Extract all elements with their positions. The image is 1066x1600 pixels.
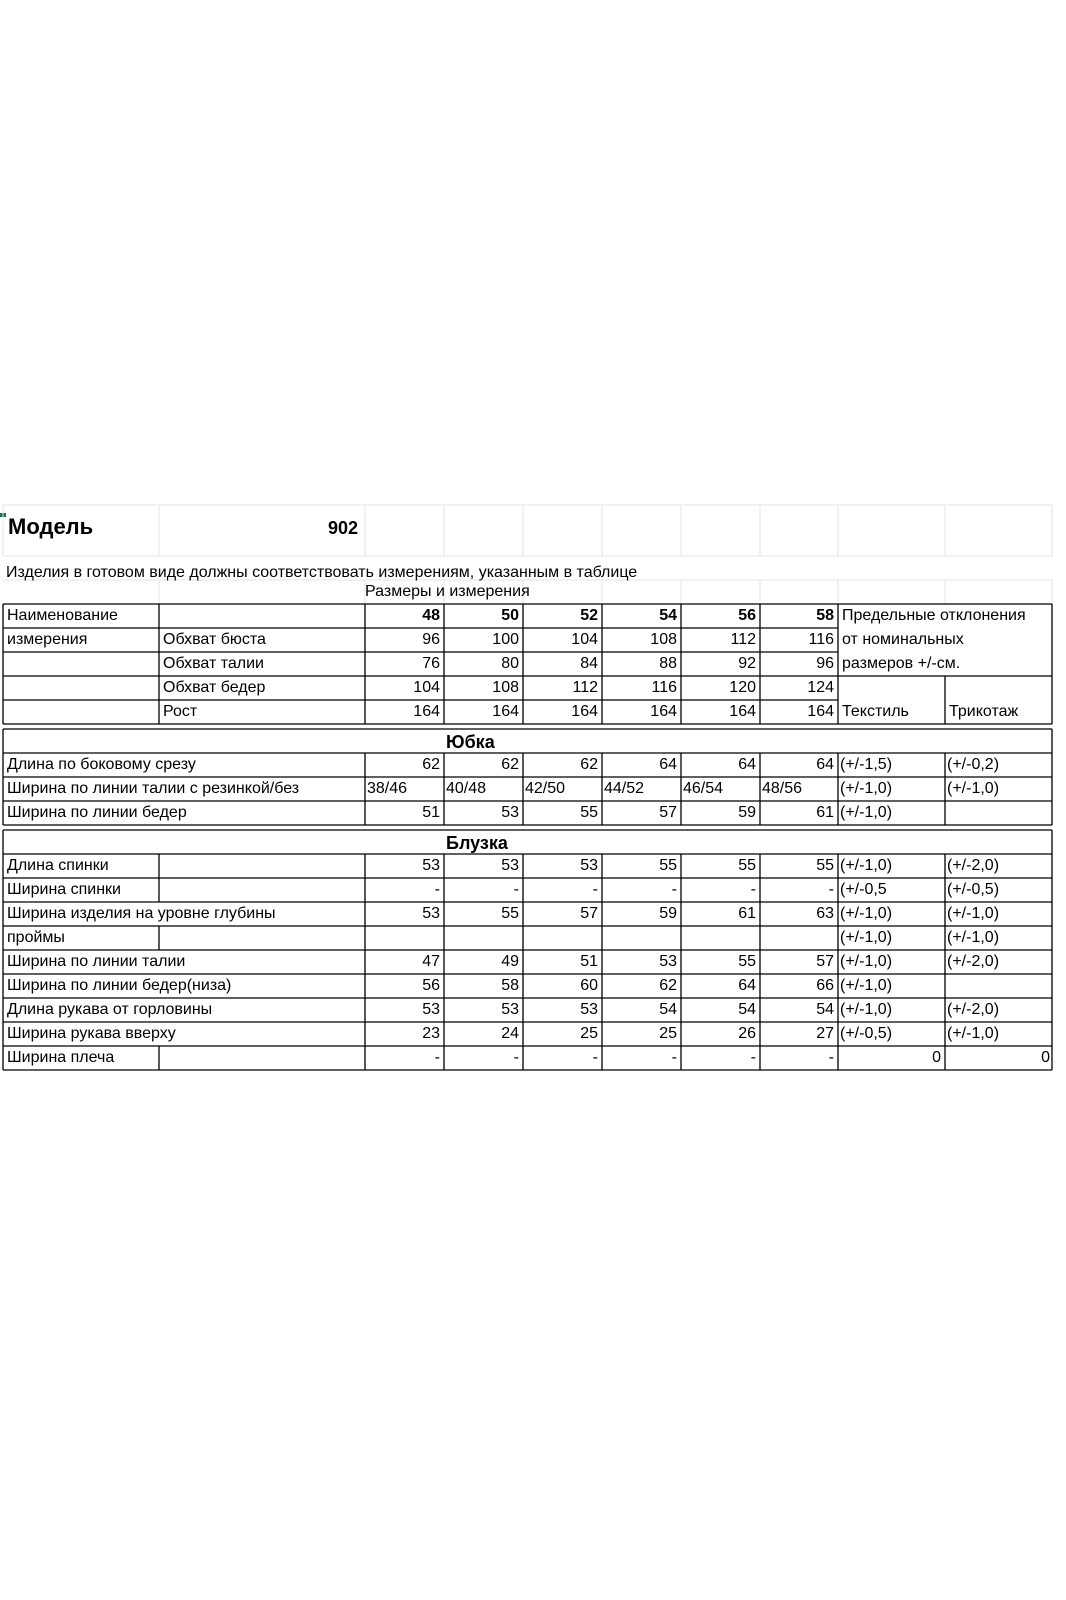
skirt-row-label: Длина по боковому срезу [7,756,196,773]
blouse-row-value: 56 [422,977,440,994]
body-measure-value: 104 [413,679,440,696]
blouse-row-knit: (+/-2,0) [947,953,1000,970]
blouse-row-value: - [513,881,519,898]
blouse-row-label: Длина спинки [7,857,109,874]
blouse-row-knit: (+/-2,0) [947,1001,1000,1018]
blouse-row-knit: (+/-2,0) [947,857,1000,874]
skirt-row-value: 61 [816,804,834,821]
blouse-row-value: 23 [422,1025,440,1042]
blouse-row-value: 61 [738,905,756,922]
body-measure-value: 88 [659,655,677,672]
body-measure-value: 108 [650,631,677,648]
blouse-row-knit: (+/-0,5) [947,881,1000,898]
blouse-row-value: 53 [580,857,598,874]
blouse-row-label: Ширина рукава вверху [7,1025,176,1042]
blouse-row-label: Ширина плеча [7,1049,115,1066]
blouse-row-textile: 0 [932,1049,941,1066]
body-measure-value: 164 [571,703,598,720]
skirt-row-value: 42/50 [525,780,566,797]
tolerance-header-2: от номинальных [842,631,964,648]
skirt-row-value: 48/56 [762,780,803,797]
body-measure-value: 96 [422,631,440,648]
body-measure-value: 76 [422,655,440,672]
size-header-54: 54 [659,607,677,624]
blouse-row-value: 55 [738,953,756,970]
blouse-row-value: 59 [659,905,677,922]
skirt-row-value: 55 [580,804,598,821]
size-header-50: 50 [501,607,519,624]
blouse-row-value: - [750,1049,756,1066]
blouse-row-value: 53 [422,857,440,874]
body-measure-value: 92 [738,655,756,672]
blouse-row-value: 57 [580,905,598,922]
header-name-label-2: измерения [7,631,88,648]
tolerance-header: Предельные отклонения [842,607,1026,624]
skirt-row-knit: (+/-0,2) [947,756,1000,773]
blouse-row-value: 47 [422,953,440,970]
blouse-row-value: 54 [816,1001,834,1018]
body-measure-value: 124 [807,679,834,696]
blouse-row-value: 53 [422,1001,440,1018]
blouse-row-value: 53 [501,857,519,874]
blouse-row-label: Ширина по линии талии [7,953,186,970]
blouse-row-value: - [671,881,677,898]
body-measure-value: 108 [492,679,519,696]
skirt-row-value: 59 [738,804,756,821]
blouse-row-value: - [513,1049,519,1066]
body-measure-value: 80 [501,655,519,672]
skirt-row-value: 40/48 [446,780,487,797]
blouse-row-value: 57 [816,953,834,970]
body-measure-value: 112 [730,631,756,648]
skirt-row-textile: (+/-1,5) [840,756,893,773]
body-measure-value: 100 [492,631,519,648]
skirt-row-value: 51 [422,804,440,821]
blouse-row-value: - [828,1049,834,1066]
size-header-56: 56 [738,607,756,624]
body-measure-label: Рост [163,703,198,720]
blouse-row-value: 55 [816,857,834,874]
skirt-row-label: Ширина по линии бедер [7,804,187,821]
blouse-row-knit: 0 [1041,1049,1050,1066]
skirt-row-knit: (+/-1,0) [947,780,1000,797]
textile-header: Текстиль [842,703,909,720]
blouse-row-label: Ширина изделия на уровне глубины [7,905,276,922]
blouse-row-value: 54 [659,1001,677,1018]
blouse-row-textile: (+/-1,0) [840,953,893,970]
blouse-row-textile: (+/-1,0) [840,929,893,946]
skirt-row-value: 64 [659,756,677,773]
skirt-title: Юбка [446,732,495,752]
body-measure-value: 96 [816,655,834,672]
body-measure-label: Обхват бедер [163,679,266,696]
blouse-row-knit: (+/-1,0) [947,1025,1000,1042]
body-measure-value: 164 [413,703,440,720]
skirt-row-value: 38/46 [367,780,408,797]
header-name-label: Наименование [7,607,118,624]
blouse-title: Блузка [446,833,508,853]
skirt-row-textile: (+/-1,0) [840,804,893,821]
blouse-row-value: 55 [738,857,756,874]
blouse-row-value: 58 [501,977,519,994]
blouse-row-value: 25 [580,1025,598,1042]
blouse-row-textile: (+/-1,0) [840,977,893,994]
blouse-row-value: 63 [816,905,834,922]
size-header-48: 48 [422,607,440,624]
body-measure-value: 120 [729,679,756,696]
blouse-row-knit: (+/-1,0) [947,905,1000,922]
skirt-row-value: 64 [738,756,756,773]
skirt-row-textile: (+/-1,0) [840,780,893,797]
skirt-row-value: 46/54 [683,780,724,797]
blouse-row-label: Ширина по линии бедер(низа) [7,977,232,994]
blouse-row-value: 53 [580,1001,598,1018]
body-measure-value: 164 [492,703,519,720]
blouse-row-textile: (+/-0,5) [840,1025,893,1042]
body-measure-value: 164 [650,703,677,720]
blouse-row-value: 66 [816,977,834,994]
skirt-row-value: 64 [816,756,834,773]
blouse-row-label: проймы [7,929,65,946]
blouse-row-knit: (+/-1,0) [947,929,1000,946]
blouse-row-textile: (+/-1,0) [840,905,893,922]
blouse-row-value: 25 [659,1025,677,1042]
blouse-row-label: Ширина спинки [7,881,121,898]
blouse-row-value: - [750,881,756,898]
blouse-row-value: - [671,1049,677,1066]
blouse-row-value: 60 [580,977,598,994]
blouse-row-value: 53 [422,905,440,922]
body-measure-value: 104 [571,631,598,648]
blouse-row-textile: (+/-0,5 [840,881,887,898]
skirt-row-label: Ширина по линии талии с резинкой/без [7,780,300,797]
blouse-row-value: - [592,1049,598,1066]
skirt-row-value: 44/52 [604,780,645,797]
blouse-row-value: 51 [580,953,598,970]
body-measure-label: Обхват талии [163,655,264,672]
blouse-row-value: - [828,881,834,898]
body-measure-value: 112 [572,679,598,696]
blouse-row-textile: (+/-1,0) [840,1001,893,1018]
skirt-row-value: 62 [580,756,598,773]
blouse-row-value: 62 [659,977,677,994]
skirt-row-value: 53 [501,804,519,821]
body-measure-value: 116 [808,631,834,648]
sizes-caption: Размеры и измерения [365,583,530,600]
body-measure-value: 116 [651,679,677,696]
skirt-row-value: 62 [501,756,519,773]
blouse-row-value: 53 [659,953,677,970]
blouse-row-value: - [592,881,598,898]
blouse-row-value: 49 [501,953,519,970]
model-number: 902 [327,518,358,538]
blouse-row-value: 26 [738,1025,756,1042]
size-header-52: 52 [580,607,598,624]
body-measure-label: Обхват бюста [163,631,266,648]
blouse-row-value: 24 [501,1025,519,1042]
body-measure-value: 164 [807,703,834,720]
size-header-58: 58 [816,607,834,624]
table-note: Изделия в готовом виде должны соответствовать измерениям, указанным в таблице [6,564,638,581]
blouse-row-value: 55 [501,905,519,922]
body-measure-value: 164 [729,703,756,720]
blouse-row-value: 53 [501,1001,519,1018]
blouse-row-label: Длина рукава от горловины [7,1001,213,1018]
model-label: Модель [8,514,94,539]
blouse-row-value: - [434,1049,440,1066]
blouse-row-value: 27 [816,1025,834,1042]
blouse-row-value: 55 [659,857,677,874]
body-measure-value: 84 [580,655,598,672]
tolerance-header-3: размеров +/-см. [842,655,961,672]
blouse-row-value: 54 [738,1001,756,1018]
blouse-row-value: 64 [738,977,756,994]
blouse-row-value: - [434,881,440,898]
skirt-row-value: 57 [659,804,677,821]
knit-header: Трикотаж [949,703,1019,720]
blouse-row-textile: (+/-1,0) [840,857,893,874]
skirt-row-value: 62 [422,756,440,773]
